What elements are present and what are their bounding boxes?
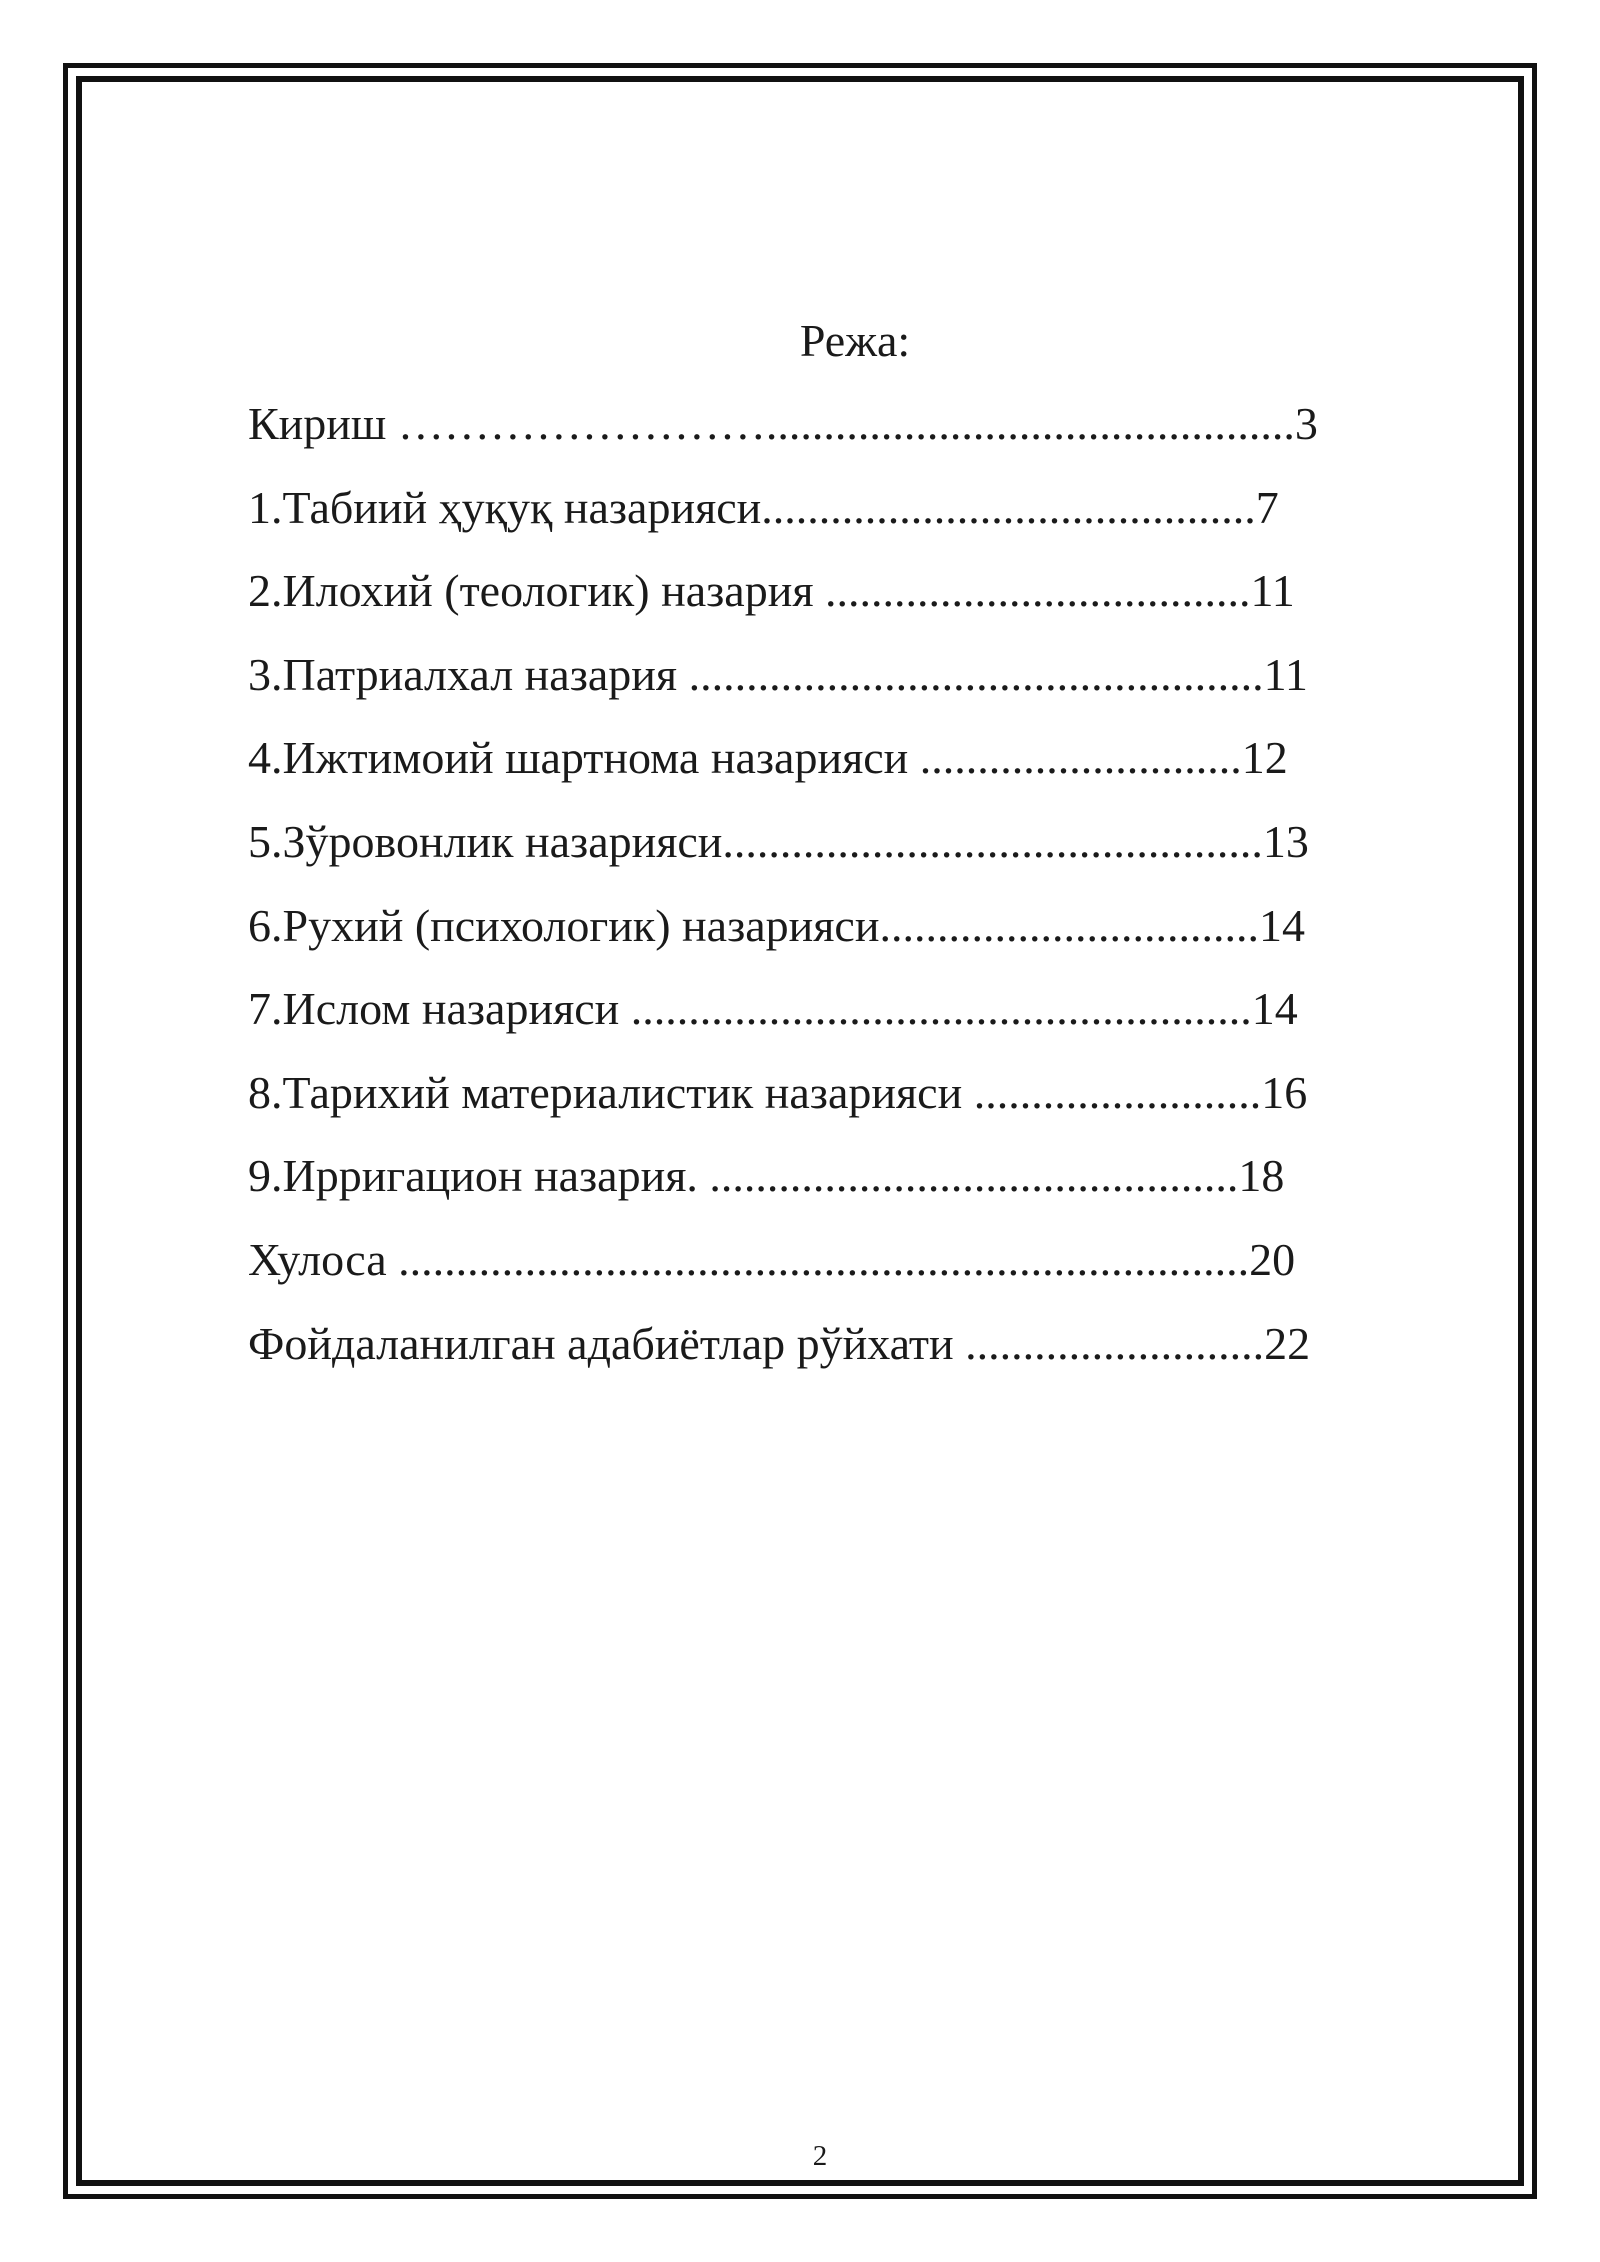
page-title: Режа:	[799, 315, 911, 366]
toc-entry-4: 4.Ижтимоий шартнома назарияси ............................12	[248, 732, 1288, 784]
page-number: 2	[812, 2140, 828, 2172]
toc-entry-3: 3.Патриалхал назария ..................................................11	[248, 648, 1308, 700]
table-of-contents	[248, 393, 1398, 1396]
toc-entry-9: 9.Ирригацион назария. ..............................................18	[248, 1150, 1285, 1202]
toc-entry-8: 8.Тарихий материалистик назарияси .........................16	[248, 1066, 1308, 1118]
toc-entry-introduction: Кириш ……………………..............................................3	[248, 398, 1318, 449]
toc-entry-6: 6.Рухий (психологик) назарияси.................................14	[248, 899, 1305, 951]
toc-entry-references: Фойдаланилган адабиётлар рўйхати ..........................22	[248, 1317, 1311, 1369]
toc-entry-2: 2.Илохий (теологик) назария .....................................11	[248, 565, 1295, 617]
toc-entry-7: 7.Ислом назарияси ......................................................14	[248, 983, 1298, 1035]
toc-entry-conclusion: Хулоса ..........................................................................20	[248, 1233, 1296, 1285]
toc-entry-5: 5.Зўровонлик назарияси...............................................13	[248, 815, 1309, 867]
toc-entry-1: 1.Табиий ҳуқуқ назарияси...........................................7	[248, 481, 1279, 533]
